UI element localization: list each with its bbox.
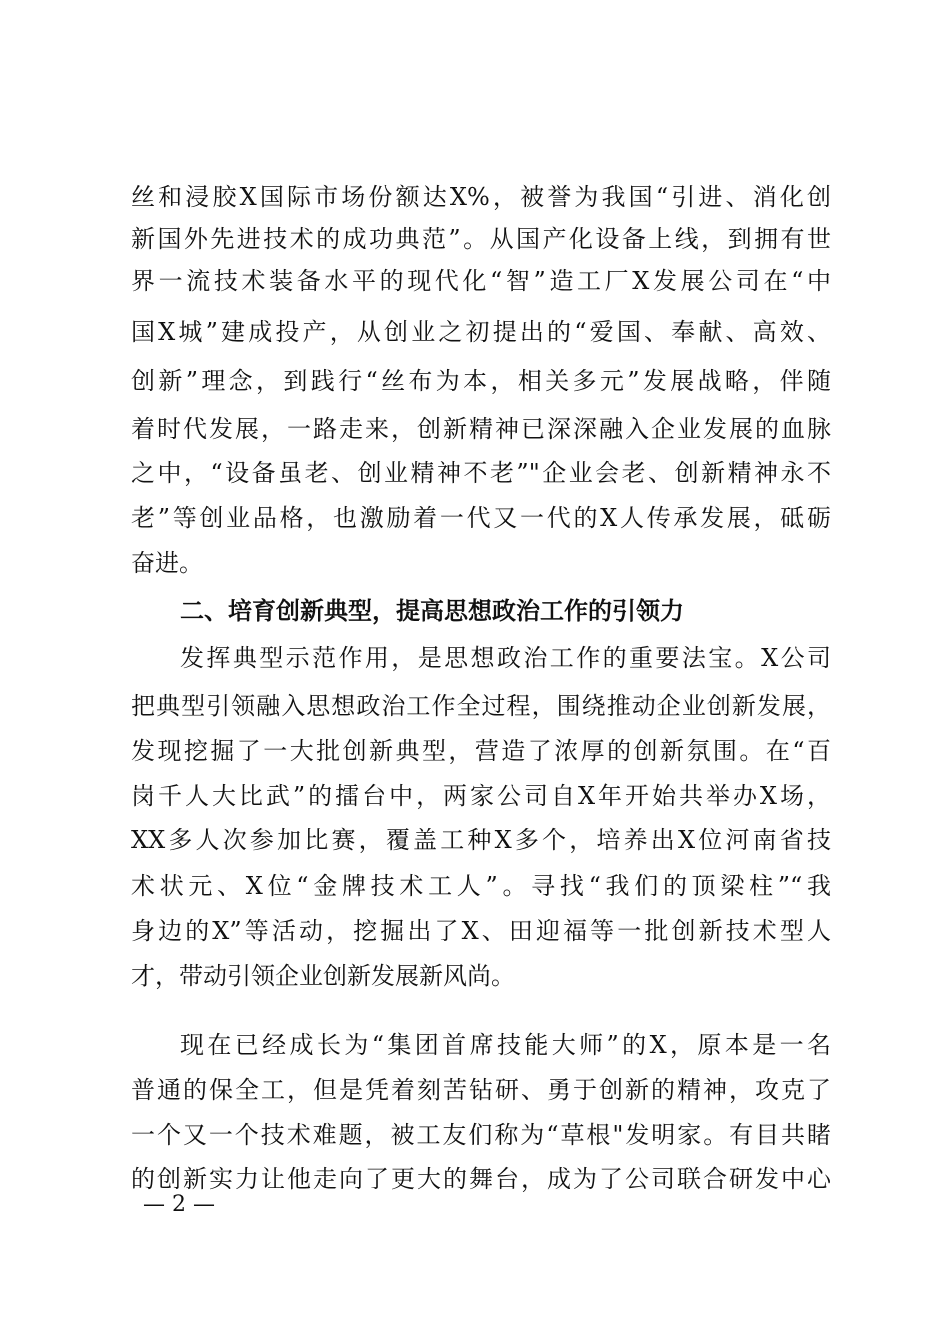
paragraph-line: 普通的保全工，但是凭着刻苦钻研、勇于创新的精神，攻克了 bbox=[131, 1076, 831, 1104]
paragraph-line: 术状元、X位“金牌技术工人”。寻找“我们的顶梁柱”“我 bbox=[131, 872, 831, 900]
paragraph-line: 现在已经成长为“集团首席技能大师”的X，原本是一名 bbox=[180, 1031, 831, 1059]
paragraph-line: 奋进。 bbox=[131, 549, 203, 577]
paragraph-line: 界一流技术装备水平的现代化“智”造工厂X发展公司在“中 bbox=[131, 267, 831, 295]
page-number: — 2 — bbox=[143, 1192, 215, 1217]
paragraph-line: 国X城”建成投产，从创业之初提出的“爱国、奉献、高效、 bbox=[131, 318, 831, 346]
paragraph-line: 发挥典型示范作用，是思想政治工作的重要法宝。X公司 bbox=[180, 644, 831, 672]
paragraph-line: 丝和浸胶X国际市场份额达X%，被誉为我国“引进、消化创 bbox=[131, 183, 831, 211]
paragraph-line: 着时代发展，一路走来，创新精神已深深融入企业发展的血脉 bbox=[131, 415, 831, 443]
paragraph-line: 的创新实力让他走向了更大的舞台，成为了公司联合研发中心 bbox=[131, 1165, 831, 1193]
paragraph-line: 新国外先进技术的成功典范”。从国产化设备上线，到拥有世 bbox=[131, 225, 831, 253]
paragraph-line: 身边的X”等活动，挖掘出了X、田迎福等一批创新技术型人 bbox=[131, 917, 831, 945]
paragraph-line: XX多人次参加比赛，覆盖工种X多个，培养出X位河南省技 bbox=[131, 826, 831, 854]
paragraph-line: 创新”理念，到践行“丝布为本，相关多元”发展战略，伴随 bbox=[131, 367, 831, 395]
paragraph-line: 把典型引领融入思想政治工作全过程，围绕推动企业创新发展， bbox=[131, 692, 831, 720]
paragraph-line: 才，带动引领企业创新发展新风尚。 bbox=[131, 962, 515, 990]
paragraph-line: 之中，“设备虽老、创业精神不老”"企业会老、创新精神永不 bbox=[131, 459, 831, 487]
paragraph-line: 发现挖掘了一大批创新典型，营造了浓厚的创新氛围。在“百 bbox=[131, 737, 831, 765]
paragraph-line: 老”等创业品格，也激励着一代又一代的X人传承发展，砥砺 bbox=[131, 504, 831, 532]
section-heading: 二、培育创新典型，提高思想政治工作的引领力 bbox=[180, 597, 684, 625]
paragraph-line: 一个又一个技术难题，被工友们称为“草根"发明家。有目共睹 bbox=[131, 1121, 831, 1149]
paragraph-line: 岗千人大比武”的擂台中，两家公司自X年开始共举办X场， bbox=[131, 782, 831, 810]
